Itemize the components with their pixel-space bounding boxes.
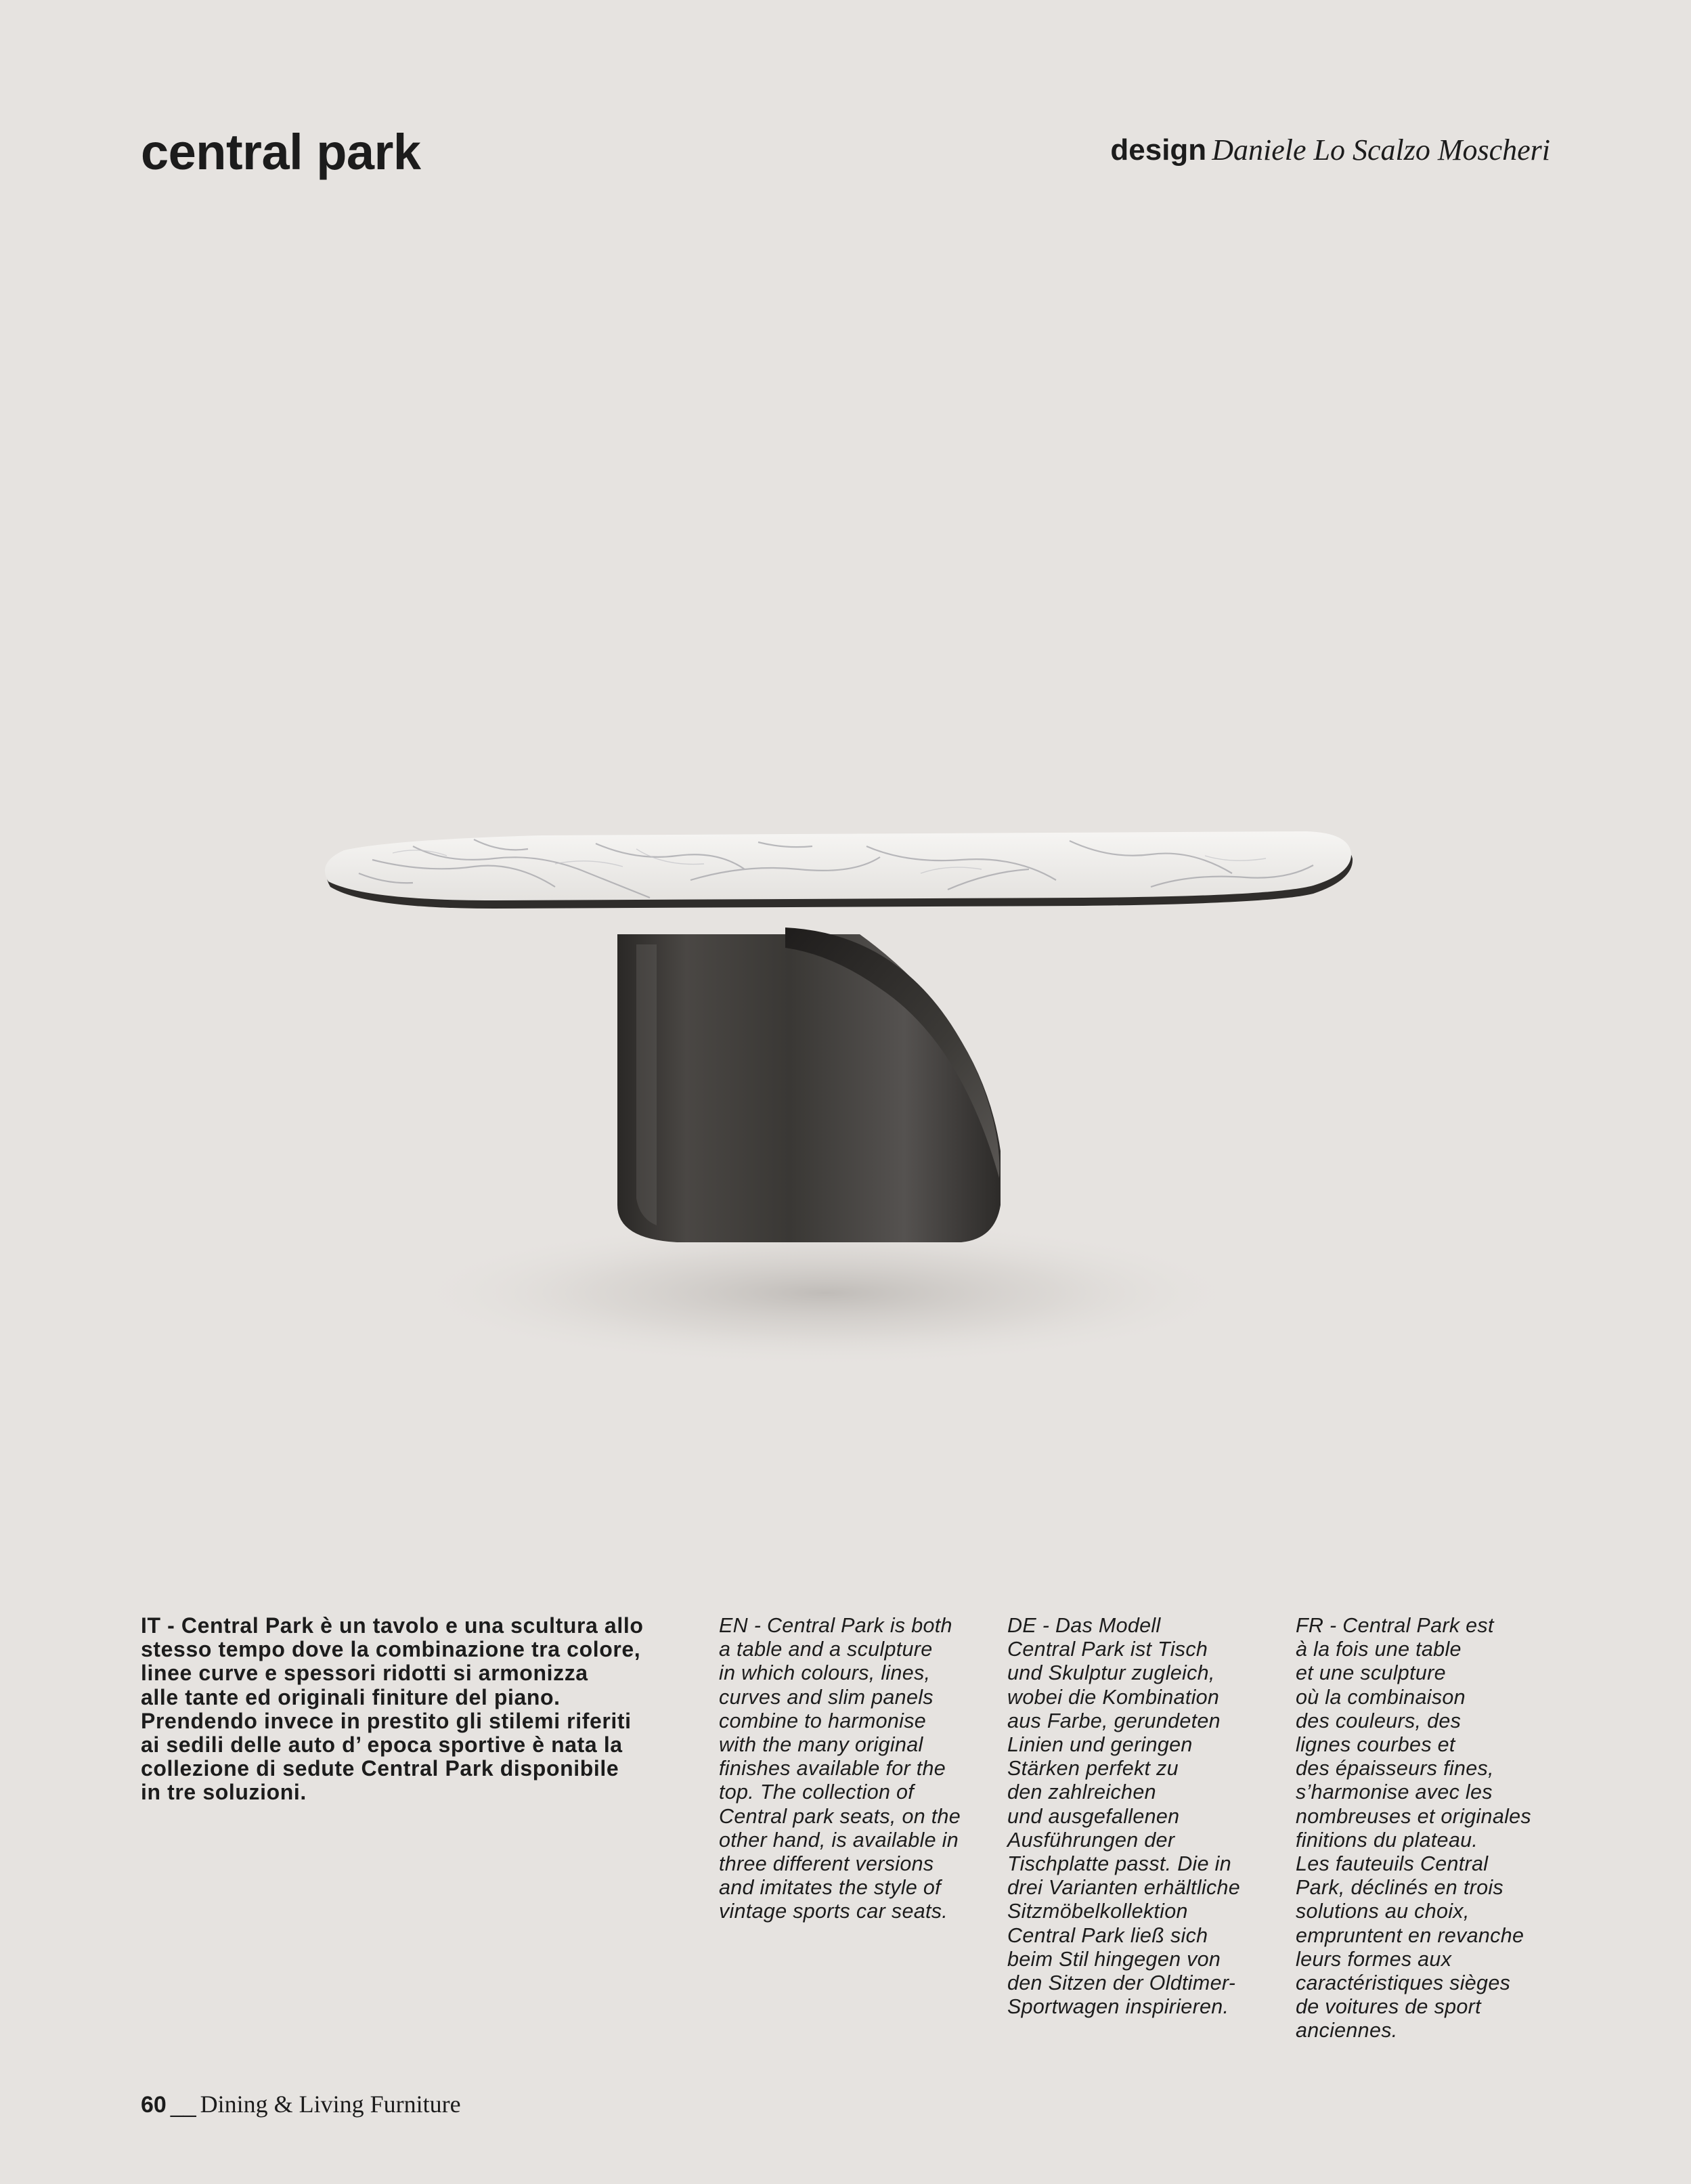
base-highlight xyxy=(636,944,657,1225)
footer-separator: __ xyxy=(170,2092,196,2118)
description-italian: IT - Central Park è un tavolo e una scultura allo stesso tempo dove la combinazione tra colore, linee curve e spessori ridotti si armonizza alle tante ed originali finiture del piano. Prendendo invece in prestito gli stilemi riferiti ai sedili delle auto d’ epoca sportive è nata la collezione di sedute Central Park disponibile in tre soluzioni. xyxy=(141,1613,644,1805)
page-number: 60 xyxy=(141,2092,167,2118)
description-french: FR - Central Park est à la fois une table et une sculpture où la combinaison des couleurs, des lignes courbes et des épaisseurs fines, s’harmonise avec les nombreuses et originales finitions du plateau. Les fauteuils Central Park, déclinés en trois solutions au choix, empruntent en revanche leurs formes aux caractéristiques sièges de voitures de sport anciennes. xyxy=(1296,1614,1531,2043)
page-title: central park xyxy=(141,124,421,180)
description-english: EN - Central Park is both a table and a sculpture in which colours, lines, curves and slim panels combine to harmonise with the many original finishes available for the top. The collection of Central park seats, on the other hand, is available in three different versions and imitates the style of vintage sports car seats. xyxy=(719,1614,961,1923)
designer-label: design xyxy=(1110,133,1207,167)
page-footer xyxy=(141,2092,461,2116)
description-german: DE - Das Modell Central Park ist Tisch und Skulptur zugleich, wobei die Kombination aus Farbe, gerundeten Linien und geringen Stärken perfekt zu den zahlreichen und ausgefallenen Ausführungen der Tischplatte passt. Die in drei Varianten erhältliche Sitzmöbelkollektion Central Park ließ sich beim Stil hingegen von den Sitzen der Oldtimer- Sportwagen inspirieren. xyxy=(1007,1614,1241,2019)
designer-name: Daniele Lo Scalzo Moscheri xyxy=(1212,133,1550,167)
designer-credit xyxy=(1110,135,1550,165)
section-name: Dining & Living Furniture xyxy=(200,2091,461,2118)
product-photo-table xyxy=(271,799,1449,1408)
table-base xyxy=(617,934,1001,1242)
